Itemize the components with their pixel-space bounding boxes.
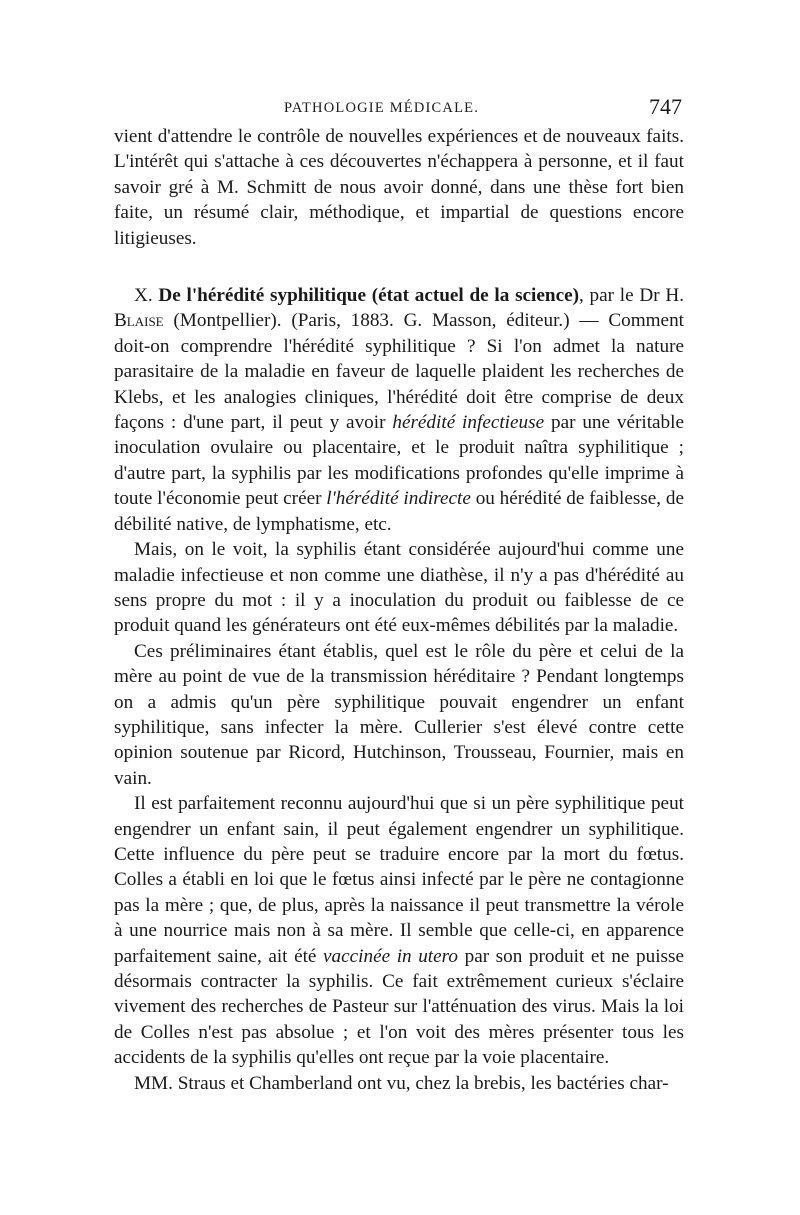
section-gap [114, 251, 684, 283]
paragraph-continuation [114, 124, 684, 251]
italic-term: vaccinée in utero [323, 945, 459, 967]
italic-term: l'hérédité indirecte [326, 488, 471, 510]
author-prefix: Dr H. [639, 285, 684, 307]
paragraph [114, 537, 684, 639]
author-name: Blaise [114, 310, 164, 332]
running-header [114, 94, 684, 122]
paragraph-text: par son produit et ne puisse désormais contracter la syphilis. Ce fait extrêmement curieux s'éclaire vivement des recherches de Pasteur sur l'atténuation des virus. Mais la loi de Colles n'est pas absolue ; et l'on voit des mères présenter tous les accidents de la syphilis qu'elles ont reçue par la voie placentaire. [114, 945, 684, 1069]
paragraph [114, 1071, 684, 1096]
italic-term: hérédité infectieuse [392, 412, 545, 434]
paragraph-text: Mais, on le voit, la syphilis étant considérée aujourd'hui comme une maladie infectieuse et non comme une diathèse, il n'y a pas d'hérédité au sens propre du mot : il y a inoculation du produit ou faiblesse de ce produit quand les générateurs ont été eux-mêmes débilités par la maladie. [114, 539, 684, 637]
paragraph-text: Ces préliminaires étant établis, quel est le rôle du père et celui de la mère au point de vue de la transmission héréditaire ? Pendant longtemps on a admis qu'un père syphilitique pouvait engendrer un enfant syphilitique, sans infecter la mère. Cullerier s'est élevé contre cette opinion soutenue par Ricord, Hutchinson, Trousseau, Fournier, mais en vain. [114, 640, 684, 789]
paragraph-text: ou hérédité de faiblesse, de débilité native, de lymphatisme, etc. [114, 488, 684, 535]
reference-text: (Montpellier). (Paris, 1883. G. Masson, éditeur.) — Comment doit-on comprendre l'hérédité syphilitique ? Si l'on admet la nature parasitaire de la maladie en faveur de laquelle plaident les recherches de Klebs, et les analogies cliniques, l'hérédité doit être comprise de deux façons : d'une part, il peut y avoir [114, 310, 684, 434]
section-title: De l'hérédité syphilitique [158, 285, 366, 307]
section-subtitle: (état actuel de la science) [371, 285, 579, 307]
section-number: X. [134, 285, 153, 307]
running-title: PATHOLOGIE MÉDICALE. [284, 100, 480, 116]
paragraph [114, 639, 684, 791]
paragraph-text: MM. Straus et Chamberland ont vu, chez la brebis, les bactéries char- [134, 1072, 669, 1094]
section-x-paragraph [114, 283, 684, 537]
byline-text: , par le [579, 285, 634, 307]
paragraph-text: vient d'attendre le contrôle de nouvelles expériences et de nouveaux faits. L'intérêt qui s'attache à ces découvertes n'échappera à personne, et il faut savoir gré à M. Schmitt de nous avoir donné, dans une thèse fort bien faite, un résumé clair, méthodique, et impartial de questions encore litigieuses. [114, 126, 684, 249]
body-text [114, 124, 684, 1096]
page-number: 747 [649, 94, 682, 119]
paragraph-text: par une véritable inoculation ovulaire ou placentaire, et le produit naîtra syphilitique ; d'autre part, la syphilis par les modifications profondes qu'elle imprime à toute l'économie peut créer [114, 412, 684, 510]
paragraph-text: Il est parfaitement reconnu aujourd'hui que si un père syphilitique peut engendrer un enfant sain, il peut également engendrer un syphilitique. Cette influence du père peut se traduire encore par la mort du fœtus. Colles a établi en loi que le fœtus ainsi infecté par le père ne contagionne pas la mère ; que, de plus, après la naissance il peut transmettre la vérole à une nourrice mais non à sa mère. Il semble que celle-ci, en apparence parfaitement saine, ait été [114, 793, 684, 967]
paragraph [114, 791, 684, 1070]
